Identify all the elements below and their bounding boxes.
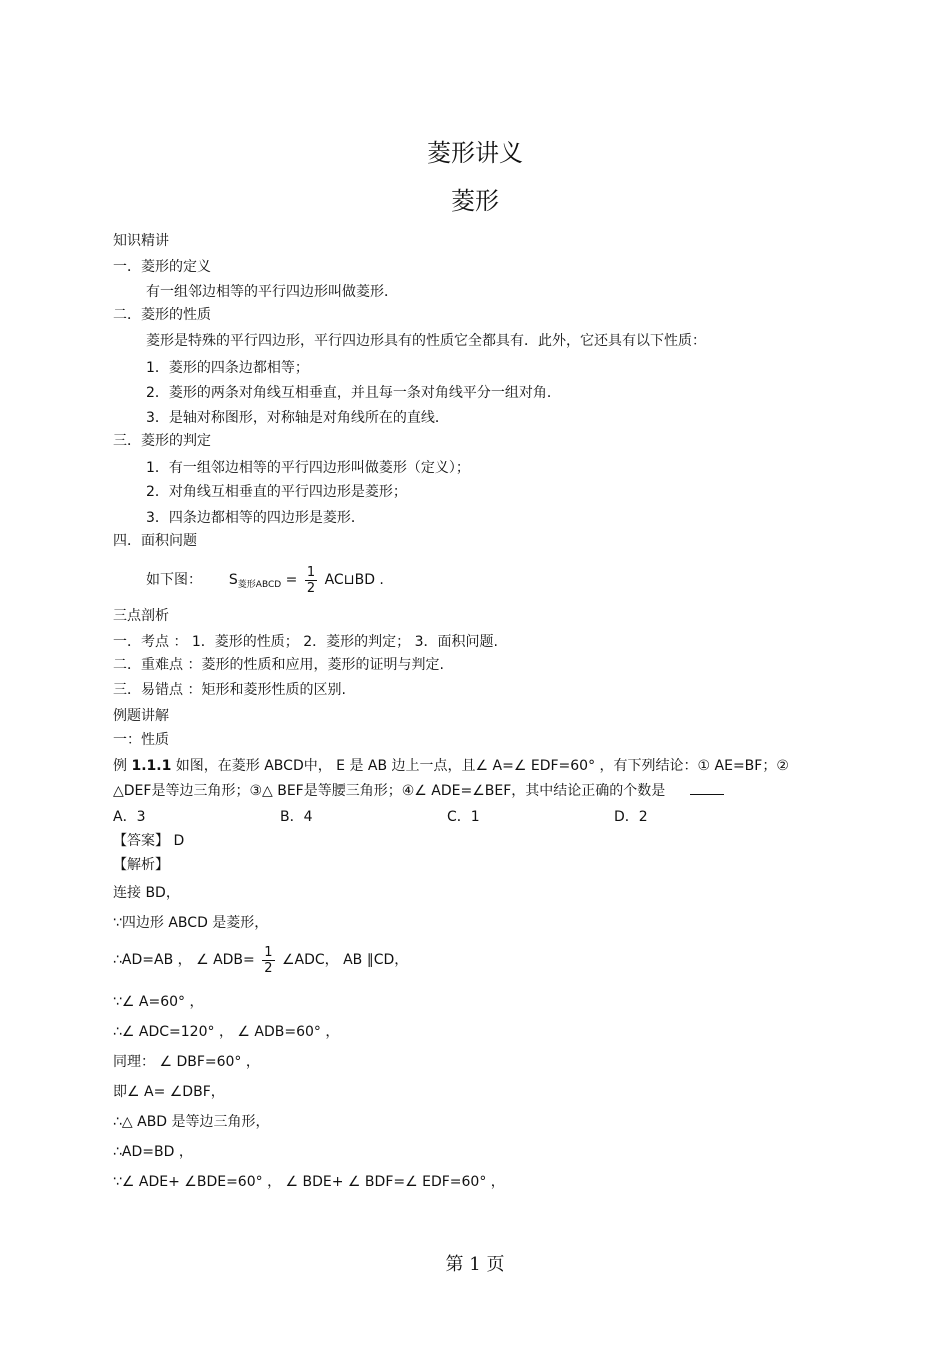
solution-fraction-numerator: 1 [264, 944, 273, 960]
properties-intro: 菱形是特殊的平行四边形，平行四边形具有的性质它全都具有．此外，它还具有以下性质： [146, 333, 706, 349]
option-b: B．4 [280, 809, 313, 825]
example-number: 1.1.1 [131, 758, 172, 774]
solution-step-4: ∵∠ A=60° ， [113, 994, 204, 1010]
heading-definition: 一．菱形的定义 [113, 259, 211, 275]
option-c: C．1 [447, 809, 480, 825]
category-properties: 一：性质 [113, 732, 169, 748]
section-knowledge: 知识精讲 [113, 233, 169, 249]
heading-properties: 二．菱形的性质 [113, 307, 211, 323]
solution-step-9: ∴AD=BD ， [113, 1144, 193, 1160]
solution-step-10: ∵∠ ADE+ ∠BDE=60° ， ∠ BDE+ ∠ BDF=∠ EDF=60° ， [113, 1174, 505, 1190]
example-text-1: 如图，在菱形 ABCD中， E 是 AB 边上一点，且∠ A=∠ EDF=60° ，有下列结论：① AE=BF；② [171, 758, 789, 774]
option-d: D．2 [614, 809, 648, 825]
option-a: A．3 [113, 809, 146, 825]
explanation-label: 【解析】 [113, 857, 169, 873]
property-3: 3．是轴对称图形，对称轴是对角线所在的直线． [146, 410, 449, 426]
answer-line: 【答案】 D [113, 833, 185, 849]
solution-step-3a: ∴AD=AB ， ∠ ADB= [113, 952, 255, 968]
area-fraction-numerator: 1 [306, 564, 316, 580]
example-line-2 [113, 782, 724, 800]
definition-text: 有一组邻边相等的平行四边形叫做菱形． [146, 284, 398, 300]
heading-area: 四．面积问题 [113, 533, 197, 549]
area-fraction-denominator: 2 [306, 580, 316, 596]
example-label: 例 [113, 758, 132, 774]
solution-step-6: 同理： ∠ DBF=60° ， [113, 1054, 260, 1070]
solution-step-2: ∵四边形 ABCD 是菱形， [113, 915, 269, 931]
judgement-3: 3．四条边都相等的四边形是菱形． [146, 510, 365, 526]
page-number: 第 1 页 [445, 1254, 505, 1275]
section-analysis: 三点剖析 [113, 608, 169, 624]
document-subtitle: 菱形 [451, 187, 499, 215]
example-line-1 [113, 757, 789, 775]
solution-step-1: 连接 BD， [113, 885, 180, 901]
property-2: 2．菱形的两条对角线互相垂直，并且每一条对角线平分一组对角． [146, 385, 561, 401]
area-rest: AC⊔BD . [324, 572, 384, 588]
solution-step-5: ∴∠ ADC=120° ， ∠ ADB=60° ， [113, 1024, 340, 1040]
area-subscript: 菱形ABCD [237, 580, 282, 590]
solution-step-3 [113, 942, 408, 978]
solution-fraction-denominator: 2 [264, 960, 273, 976]
example-text-2: △DEF是等边三角形；③△ BEF是等腰三角形；④∠ ADE=∠BEF，其中结论正确的个数是 [113, 783, 666, 799]
solution-step-3b: ∠ADC， AB ∥CD， [281, 952, 409, 968]
heading-judgement: 三．菱形的判定 [113, 433, 211, 449]
area-fraction [305, 565, 317, 596]
area-symbol: S [228, 572, 238, 588]
answer-blank [690, 782, 724, 795]
area-equals: = [285, 572, 298, 588]
property-1: 1．菱形的四条边都相等； [146, 360, 309, 376]
judgement-2: 2．对角线互相垂直的平行四边形是菱形； [146, 484, 407, 500]
judgement-1: 1．有一组邻边相等的平行四边形叫做菱形（定义）； [146, 460, 470, 476]
analysis-1: 一．考点 ： 1．菱形的性质； 2．菱形的判定； 3．面积问题. [113, 634, 498, 650]
analysis-3: 三．易错点 ：矩形和菱形性质的区别. [113, 682, 346, 698]
solution-fraction [262, 945, 274, 976]
analysis-2: 二．重难点 ：菱形的性质和应用，菱形的证明与判定. [113, 657, 444, 673]
document-title: 菱形讲义 [427, 139, 523, 167]
section-examples: 例题讲解 [113, 708, 169, 724]
solution-step-7: 即∠ A= ∠DBF， [113, 1084, 225, 1100]
solution-step-8: ∴△ ABD 是等边三角形， [113, 1114, 270, 1130]
area-formula [146, 562, 384, 603]
area-lead: 如下图： [146, 572, 202, 588]
